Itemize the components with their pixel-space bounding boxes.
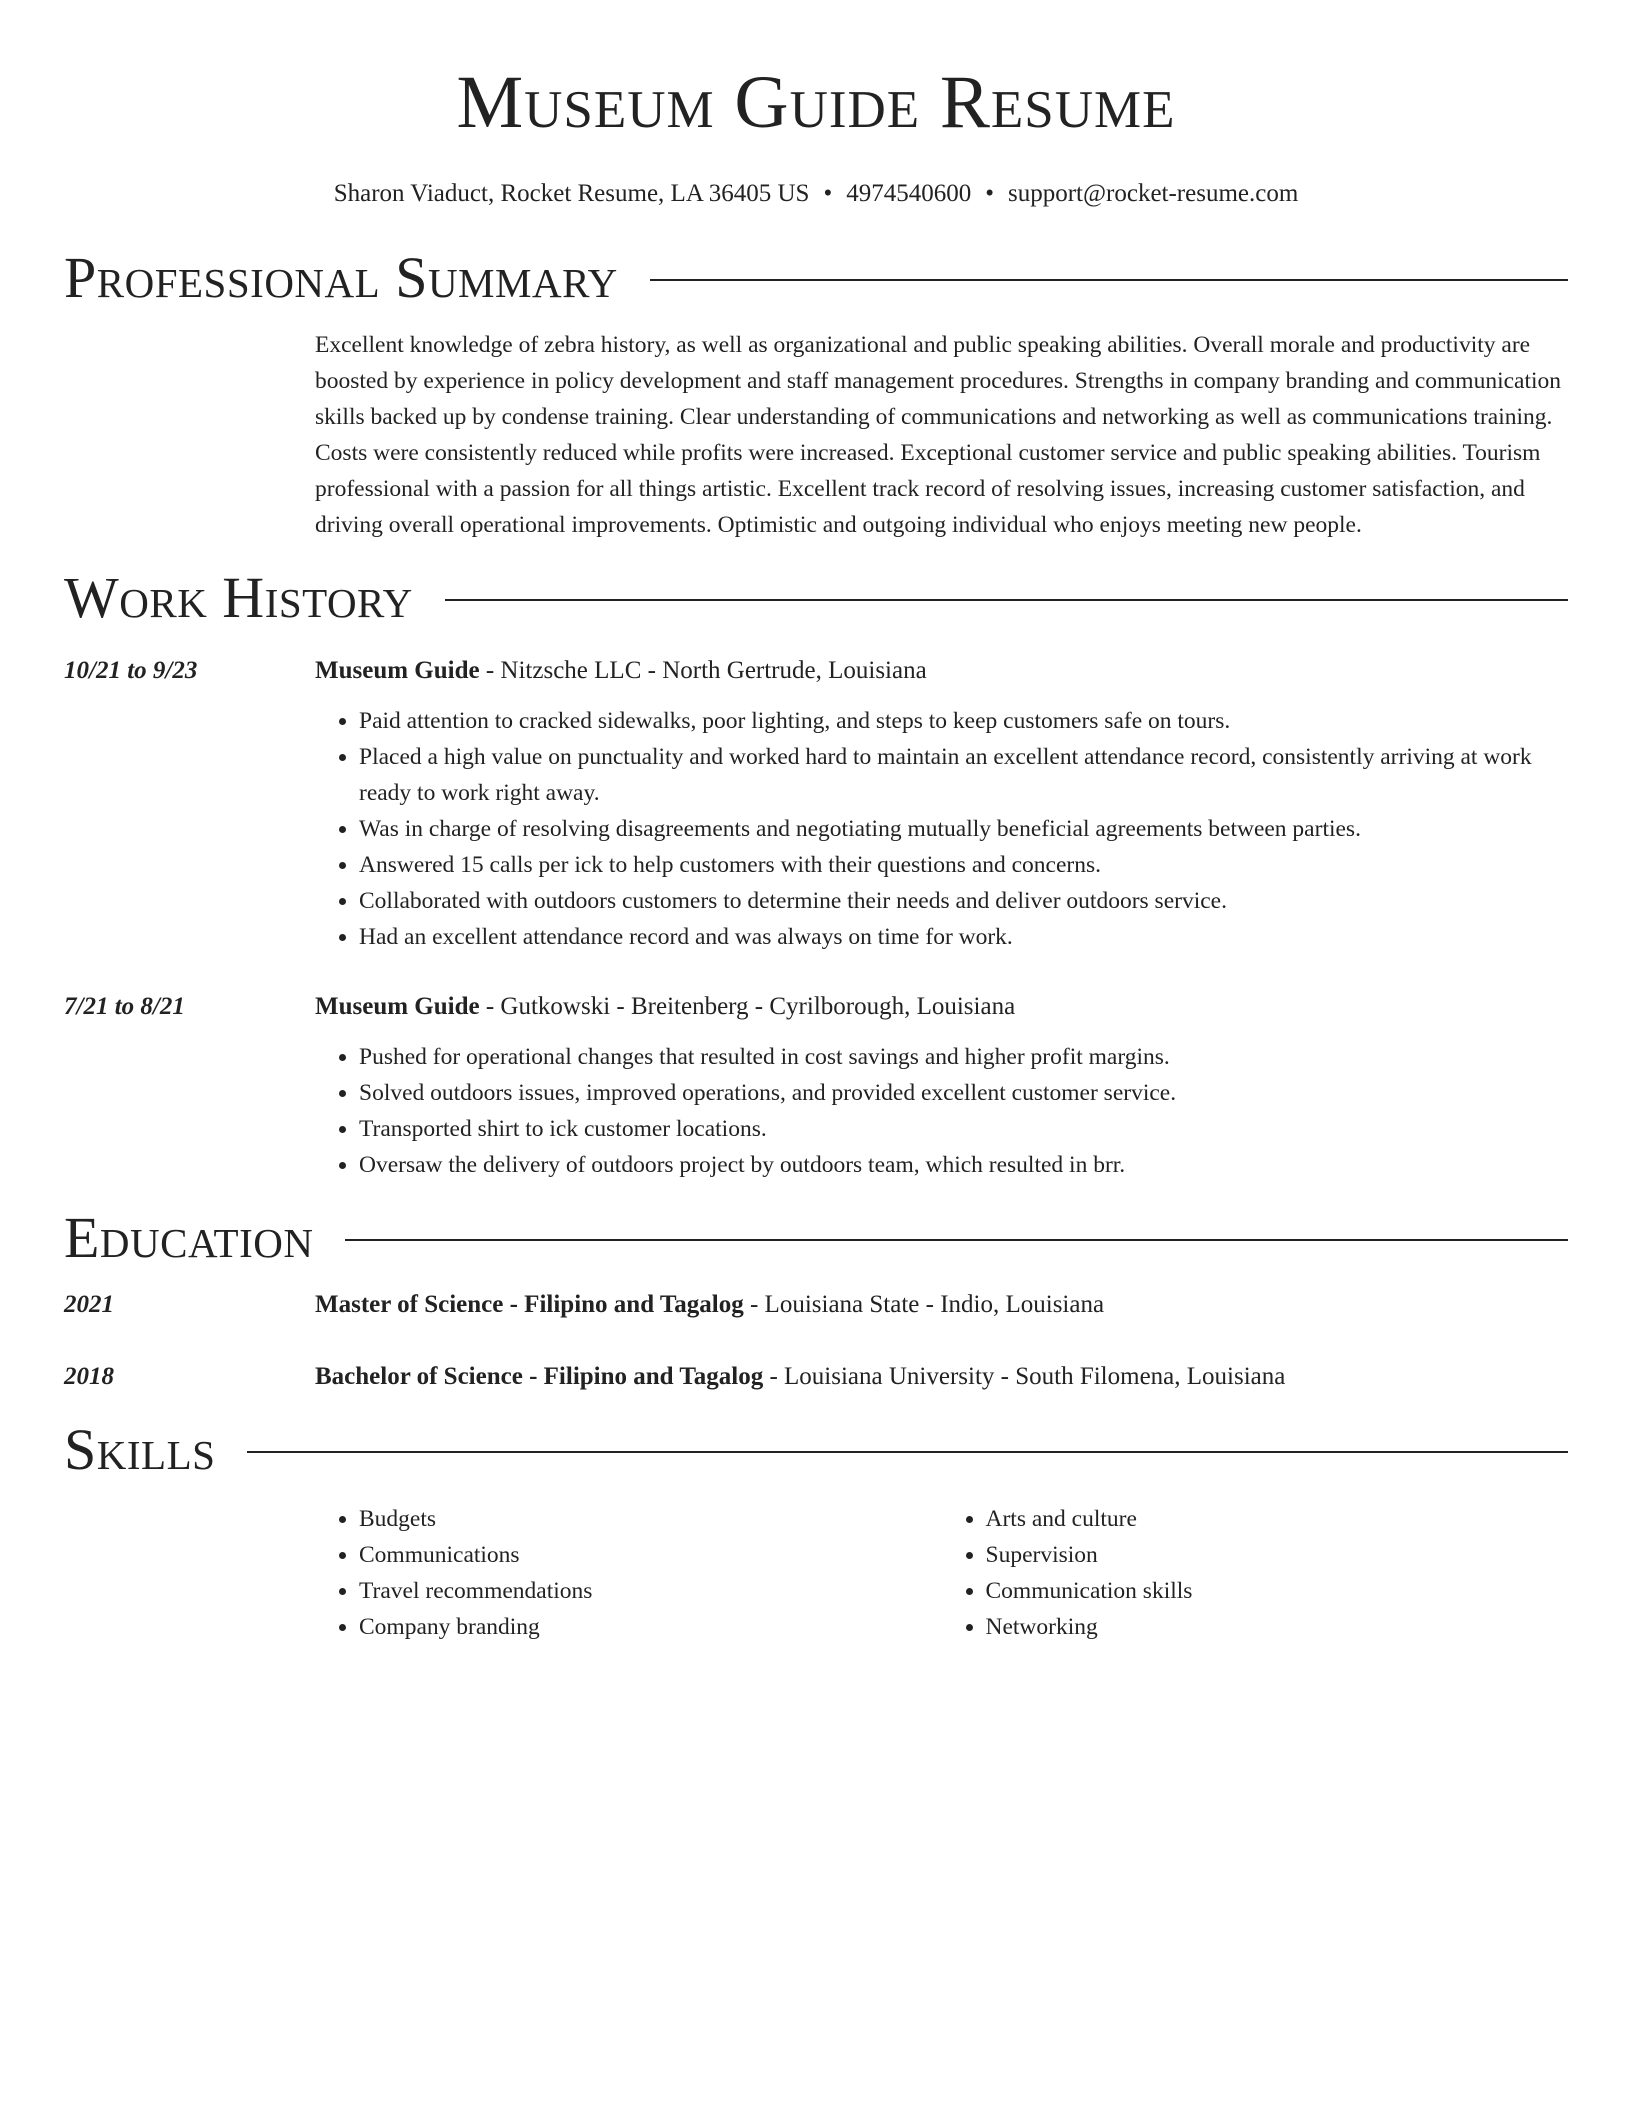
education-entry-body [315, 1359, 1568, 1395]
work-dates: 10/21 to 9/23 [64, 657, 198, 684]
work-entry-body [315, 653, 1568, 955]
section-divider [445, 599, 1568, 601]
work-bullet: • Pushed for operational changes that resulted in cost savings and higher profit margins. [359, 1039, 1568, 1075]
skill-item: • Arts and culture [986, 1501, 1569, 1537]
skill-item: • Communication skills [986, 1573, 1569, 1609]
work-entry [64, 653, 1568, 955]
skill-item: • Communications [359, 1537, 942, 1573]
section-header-summary [64, 245, 1568, 311]
education-degree: Master of Science - Filipino and Tagalog [315, 1291, 744, 1318]
work-bullet-list [315, 1039, 1568, 1183]
skill-item: • Company branding [359, 1609, 942, 1645]
section-title-summary: Professional Summary [64, 245, 618, 310]
education-year: 2018 [64, 1363, 114, 1390]
contact-line [64, 179, 1568, 209]
section-header-education [64, 1205, 1568, 1271]
section-divider [345, 1239, 1568, 1241]
education-entry [64, 1287, 1568, 1323]
resume-page [64, 0, 1568, 1645]
education-heading [315, 1287, 1568, 1323]
work-bullet: • Placed a high value on punctuality and worked hard to maintain an excellent attendance record, consistently arriving at work ready to work right away. [359, 739, 1568, 811]
work-bullet: • Was in charge of resolving disagreements and negotiating mutually beneficial agreements between parties. [359, 811, 1568, 847]
skill-item: • Supervision [986, 1537, 1569, 1573]
section-divider [247, 1451, 1568, 1453]
work-heading [315, 989, 1568, 1025]
work-role: Museum Guide [315, 993, 480, 1020]
resume-title: Museum Guide Resume [456, 61, 1176, 144]
contact-separator: • [823, 180, 833, 207]
contact-phone: 4974540600 [846, 180, 972, 207]
contact-separator: • [985, 180, 994, 207]
section-header-skills [64, 1417, 1568, 1483]
skill-item: • Budgets [359, 1501, 942, 1537]
work-entry [64, 989, 1568, 1183]
skills-column-left [315, 1501, 942, 1645]
work-entry-body [315, 989, 1568, 1183]
education-degree: Bachelor of Science - Filipino and Tagalog [315, 1363, 764, 1390]
skill-item: • Networking [986, 1609, 1569, 1645]
section-divider [650, 279, 1568, 281]
work-role: Museum Guide [315, 657, 480, 684]
section-title-skills: Skills [64, 1417, 216, 1482]
work-bullet: • Transported shirt to ick customer locations. [359, 1111, 1568, 1147]
work-dates: 7/21 to 8/21 [64, 993, 185, 1020]
section-title-education: Education [64, 1205, 314, 1270]
skills-column-right [942, 1501, 1569, 1645]
work-bullet: • Answered 15 calls per ick to help customers with their questions and concerns. [359, 847, 1568, 883]
work-bullet: • Solved outdoors issues, improved operations, and provided excellent customer service. [359, 1075, 1568, 1111]
work-bullet: • Collaborated with outdoors customers to determine their needs and deliver outdoors service. [359, 883, 1568, 919]
skills-grid [315, 1501, 1568, 1645]
education-entry [64, 1359, 1568, 1395]
work-bullet: • Had an excellent attendance record and was always on time for work. [359, 919, 1568, 955]
contact-email: support@rocket-resume.com [1008, 180, 1299, 207]
education-year: 2021 [64, 1291, 114, 1318]
section-title-work: Work History [64, 565, 413, 630]
skill-item: • Travel recommendations [359, 1573, 942, 1609]
education-details: - Louisiana University - South Filomena, Louisiana [763, 1363, 1286, 1390]
work-bullet: • Oversaw the delivery of outdoors project by outdoors team, which resulted in brr. [359, 1147, 1568, 1183]
work-bullet-list [315, 703, 1568, 955]
work-details: - Gutkowski - Breitenberg - Cyrilborough, Louisiana [479, 993, 1016, 1020]
work-heading [315, 653, 1568, 689]
education-heading [315, 1359, 1568, 1395]
education-details: - Louisiana State - Indio, Louisiana [743, 1291, 1105, 1318]
work-bullet: • Paid attention to cracked sidewalks, poor lighting, and steps to keep customers safe on tours. [359, 703, 1568, 739]
work-details: - Nitzsche LLC - North Gertrude, Louisiana [479, 657, 927, 684]
contact-address: Sharon Viaduct, Rocket Resume, LA 36405 US [333, 180, 810, 207]
summary-text: Excellent knowledge of zebra history, as well as organizational and public speaking abilities. Overall morale and productivity are boosted by experience in policy development and staff management procedures. Strengths in company branding and communication skills backed up by condense training. Clear understanding of communications and networking as well as communications training. Costs were consistently reduced while profits were increased. Exceptional customer service and public speaking abilities. Tourism professional with a passion for all things artistic. Excellent track record of resolving issues, increasing customer satisfaction, and driving overall operational improvements. Optimistic and outgoing individual who enjoys meeting new people. [315, 332, 1562, 538]
section-header-work [64, 565, 1568, 631]
education-entry-body [315, 1287, 1568, 1323]
